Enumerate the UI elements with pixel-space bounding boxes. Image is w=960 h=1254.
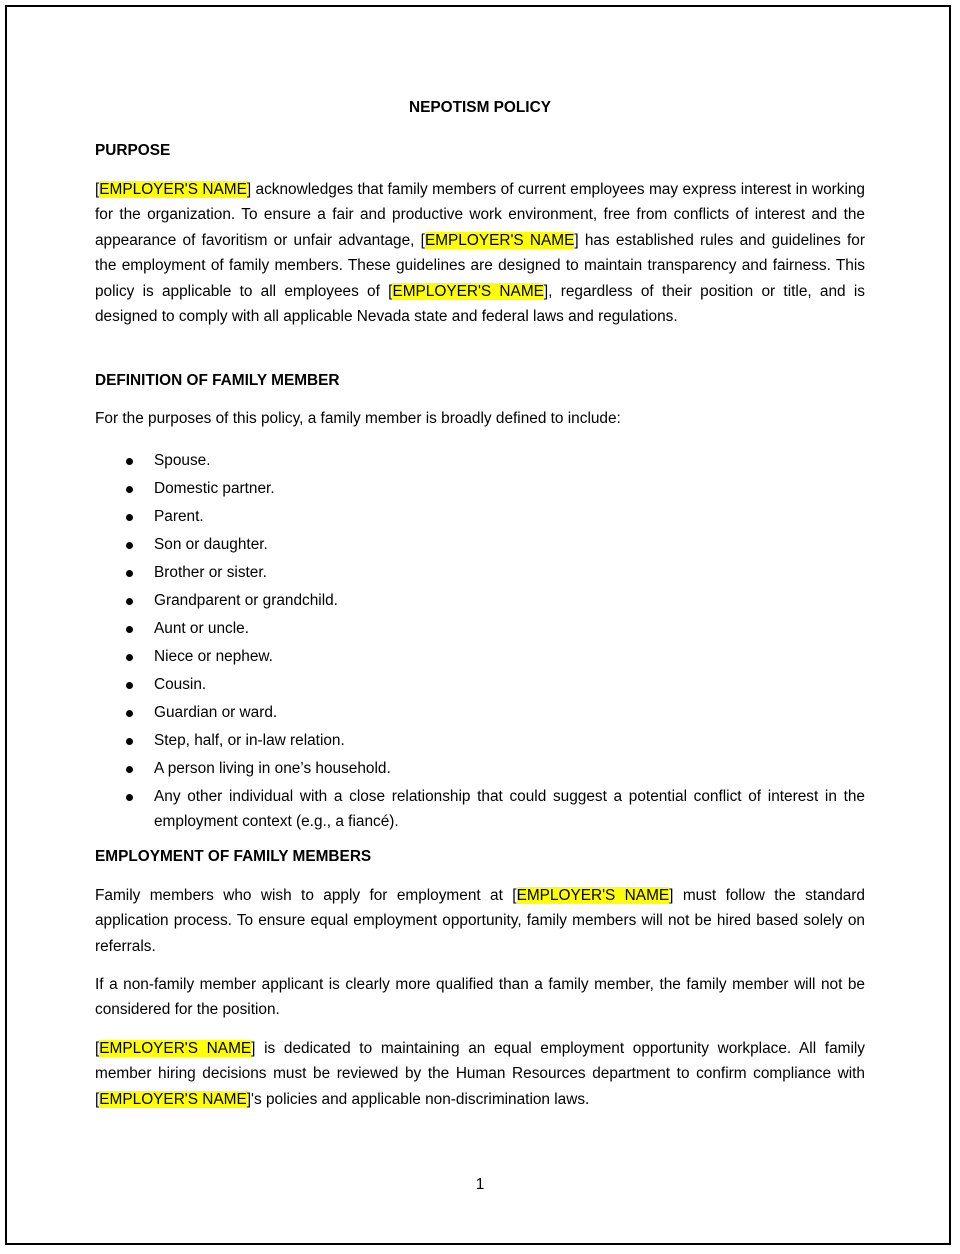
document-page [5, 5, 951, 1245]
heading-employment: EMPLOYMENT OF FAMILY MEMBERS [95, 848, 372, 865]
document-title: NEPOTISM POLICY [409, 99, 551, 116]
list-item [95, 756, 865, 784]
bullet-icon [126, 486, 133, 493]
list-item [95, 672, 865, 700]
list-item [95, 588, 865, 616]
bullet-icon [126, 514, 133, 521]
list-item-text: Niece or nephew. [154, 648, 273, 665]
list-item-text: Step, half, or in-law relation. [154, 732, 345, 749]
bullet-icon [126, 626, 133, 633]
employer-name-placeholder: EMPLOYER'S NAME [392, 282, 544, 300]
bullet-icon [126, 738, 133, 745]
list-item [95, 728, 865, 756]
list-item-text: Domestic partner. [154, 480, 275, 497]
heading-definition: DEFINITION OF FAMILY MEMBER [95, 372, 340, 389]
purpose-paragraph [95, 177, 865, 329]
list-item [95, 644, 865, 672]
text-segment: ] acknowledges that family members of current employees may express interest in working for the organization. To ensure a fair and productive work environment, free from conflicts of interest and the appearance of favoritism or unfair advantage, [ [95, 181, 865, 249]
text-segment: [ [95, 1040, 100, 1057]
bullet-icon [126, 794, 133, 801]
list-item [95, 532, 865, 560]
list-item-text: Grandparent or grandchild. [154, 592, 338, 609]
employer-name-placeholder: EMPLOYER'S NAME [516, 887, 670, 904]
heading-purpose: PURPOSE [95, 142, 171, 159]
list-item-text: Brother or sister. [154, 564, 267, 581]
family-member-list [95, 448, 865, 835]
bullet-icon [126, 682, 133, 689]
definition-intro: For the purposes of this policy, a family member is broadly defined to include: [95, 410, 621, 427]
text-segment: [ [95, 181, 100, 198]
text-segment: ], regardless of their position or title, and is designed to comply with all applicable Nevada state and federal laws and regulations. [95, 282, 865, 326]
bullet-icon [126, 598, 133, 605]
list-item-text: Spouse. [154, 452, 211, 469]
bullet-icon [126, 570, 133, 577]
bullet-icon [126, 710, 133, 717]
page-number: 1 [475, 1176, 485, 1193]
list-item-text: Parent. [154, 508, 204, 525]
text-segment: ] has established rules and guidelines for the employment of family members. These guidelines are designed to maintain transparency and fairness. This policy is applicable to all employees of [ [95, 231, 865, 300]
bullet-icon [126, 458, 133, 465]
list-item [95, 504, 865, 532]
list-item [95, 616, 865, 644]
employer-name-placeholder: EMPLOYER'S NAME [99, 1040, 252, 1057]
list-item [95, 476, 865, 504]
text-segment: ] is dedicated to maintaining an equal employment opportunity workplace. All family member hiring decisions must be reviewed by the Human Resources department to confirm compliance with [ [95, 1040, 865, 1108]
bullet-icon [126, 542, 133, 549]
text-segment: ]'s policies and applicable non-discrimination laws. [246, 1090, 590, 1108]
employment-paragraph-3 [95, 1036, 865, 1112]
text-segment: ] must follow the standard application process. To ensure equal employment opportunity, family members will not be hired based solely on referrals. [95, 887, 865, 955]
list-item-text: A person living in one’s household. [154, 760, 391, 777]
bullet-icon [126, 766, 133, 773]
list-item-text: Cousin. [154, 676, 207, 693]
employer-name-placeholder: EMPLOYER'S NAME [99, 1090, 247, 1108]
list-item-text: Aunt or uncle. [154, 620, 249, 637]
employer-name-placeholder: EMPLOYER'S NAME [424, 231, 575, 249]
list-item [95, 560, 865, 588]
list-item [95, 784, 865, 835]
list-item [95, 700, 865, 728]
employer-name-placeholder: EMPLOYER'S NAME [99, 181, 247, 198]
bullet-icon [126, 654, 133, 661]
employment-paragraph-1 [95, 883, 865, 959]
list-item-text: Guardian or ward. [154, 704, 278, 721]
list-item-text: Son or daughter. [154, 536, 268, 553]
text-segment: Family members who wish to apply for employment at [ [95, 887, 517, 904]
list-item [95, 448, 865, 476]
employment-paragraph-2: If a non-family member applicant is clearly more qualified than a family member, the family member will not be considered for the position. [95, 976, 865, 1019]
list-item-text: Any other individual with a close relationship that could suggest a potential conflict of interest in the employment context (e.g., a fiancé). [154, 788, 865, 831]
